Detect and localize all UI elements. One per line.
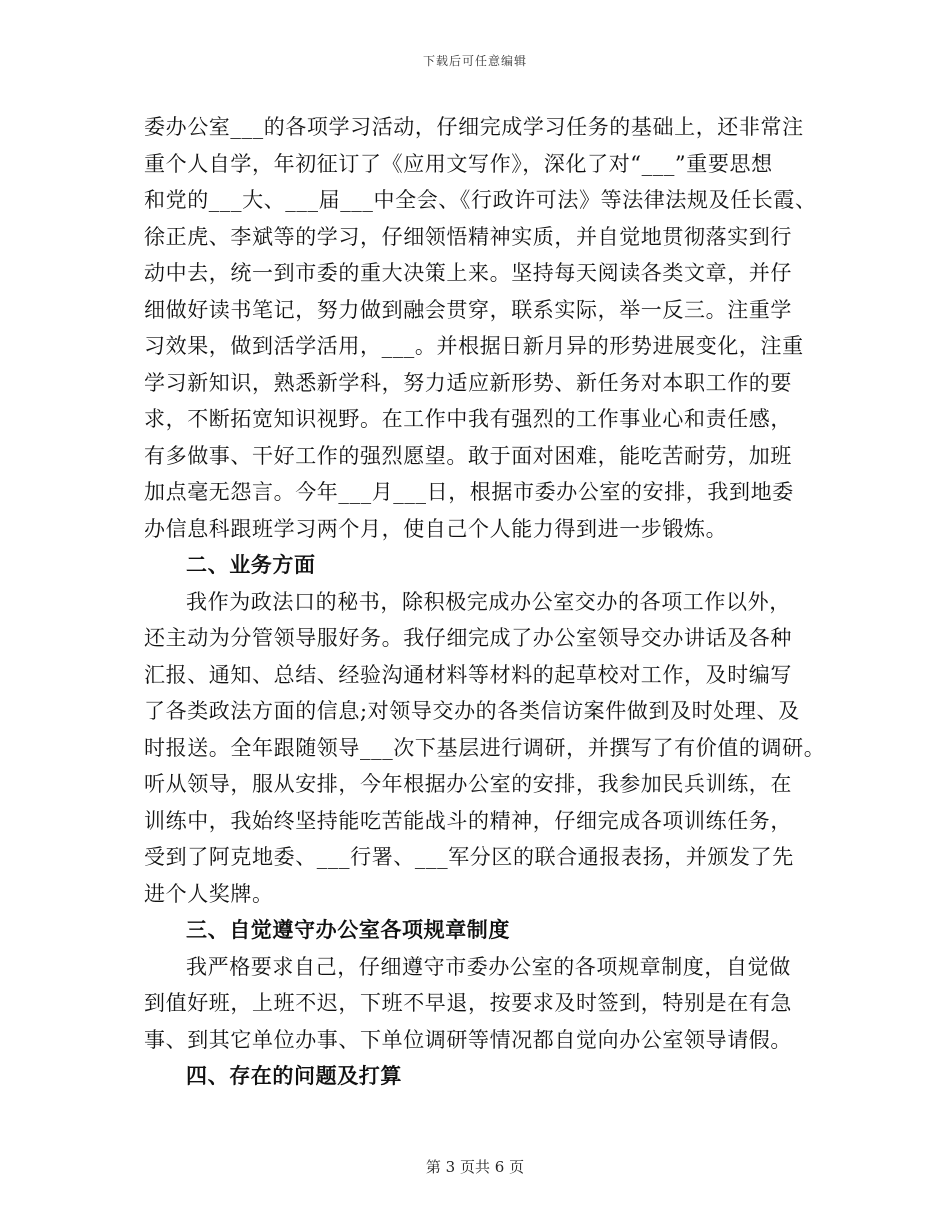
- paragraph-line: 有多做事、干好工作的强烈愿望。敢于面对困难，能吃苦耐劳，加班: [144, 443, 792, 468]
- paragraph-line: 委办公室___的各项学习活动，仔细完成学习任务的基础上，还非常注: [144, 115, 804, 139]
- section-heading-problems: 四、存在的问题及打算: [186, 1063, 402, 1088]
- paragraph-line: 还主动为分管领导服好务。我仔细完成了办公室领导交办讲话及各种: [144, 626, 792, 650]
- paragraph-line: 重个人自学，年初征订了《应用文写作》，深化了对“___”重要思想: [144, 151, 773, 176]
- paragraph-line: 学习新知识，熟悉新学科，努力适应新形势、新任务对本职工作的要: [144, 370, 792, 395]
- paragraph-line: 时报送。全年跟随领导___次下基层进行调研，并撰写了有价值的调研。: [144, 735, 826, 760]
- paragraph-line: 加点毫无怨言。今年___月___日，根据市委办公室的安排，我到地委: [144, 480, 794, 504]
- page-number: 第 3 页共 6 页: [425, 1158, 525, 1176]
- page-header: 下载后可任意编辑: [422, 54, 527, 68]
- paragraph-line: 和党的___大、___届___中全会、《行政许可法》等法律法规及任长霞、: [144, 188, 817, 212]
- paragraph-line: 我作为政法口的秘书，除积极完成办公室交办的各项工作以外，: [186, 589, 791, 614]
- paragraph-line: 我严格要求自己，仔细遵守市委办公室的各项规章制度，自觉做: [186, 954, 791, 979]
- paragraph-line: 到值好班，上班不迟，下班不早退，按要求及时签到，特别是在有急: [144, 991, 792, 1015]
- paragraph-line: 受到了阿克地委、___行署、___军分区的联合通报表扬，并颁发了先: [144, 845, 794, 869]
- paragraph-line: 习效果，做到活学活用，___。并根据日新月异的形势进展变化，注重: [144, 334, 804, 358]
- paragraph-line: 了各类政法方面的信息;对领导交办的各类信访案件做到及时处理、及: [144, 699, 800, 723]
- paragraph-line: 听从领导，服从安排，今年根据办公室的安排，我参加民兵训练，在: [144, 772, 792, 796]
- paragraph-line: 动中去，统一到市委的重大决策上来。坚持每天阅读各类文章，并仔: [144, 261, 792, 285]
- paragraph-line: 进个人奖牌。: [144, 881, 274, 906]
- section-heading-business: 二、业务方面: [186, 552, 316, 577]
- paragraph-line: 训练中，我始终坚持能吃苦能战斗的精神，仔细完成各项训练任务，: [144, 808, 792, 833]
- paragraph-line: 办信息科跟班学习两个月，使自己个人能力得到进一步锻炼。: [144, 516, 728, 541]
- paragraph-line: 徐正虎、李斌等的学习，仔细领悟精神实质，并自觉地贯彻落实到行: [144, 224, 792, 249]
- paragraph-line: 细做好读书笔记，努力做到融会贯穿，联系实际，举一反三。注重学: [144, 297, 792, 322]
- document-body: [144, 109, 824, 1095]
- paragraph-line: 事、到其它单位办事、下单位调研等情况都自觉向办公室领导请假。: [144, 1027, 792, 1052]
- paragraph-line: 求，不断拓宽知识视野。在工作中我有强烈的工作事业心和责任感，: [144, 407, 792, 431]
- paragraph-line: 汇报、通知、总结、经验沟通材料等材料的起草校对工作，及时编写: [144, 662, 792, 687]
- section-heading-rules: 三、自觉遵守办公室各项规章制度: [186, 917, 510, 942]
